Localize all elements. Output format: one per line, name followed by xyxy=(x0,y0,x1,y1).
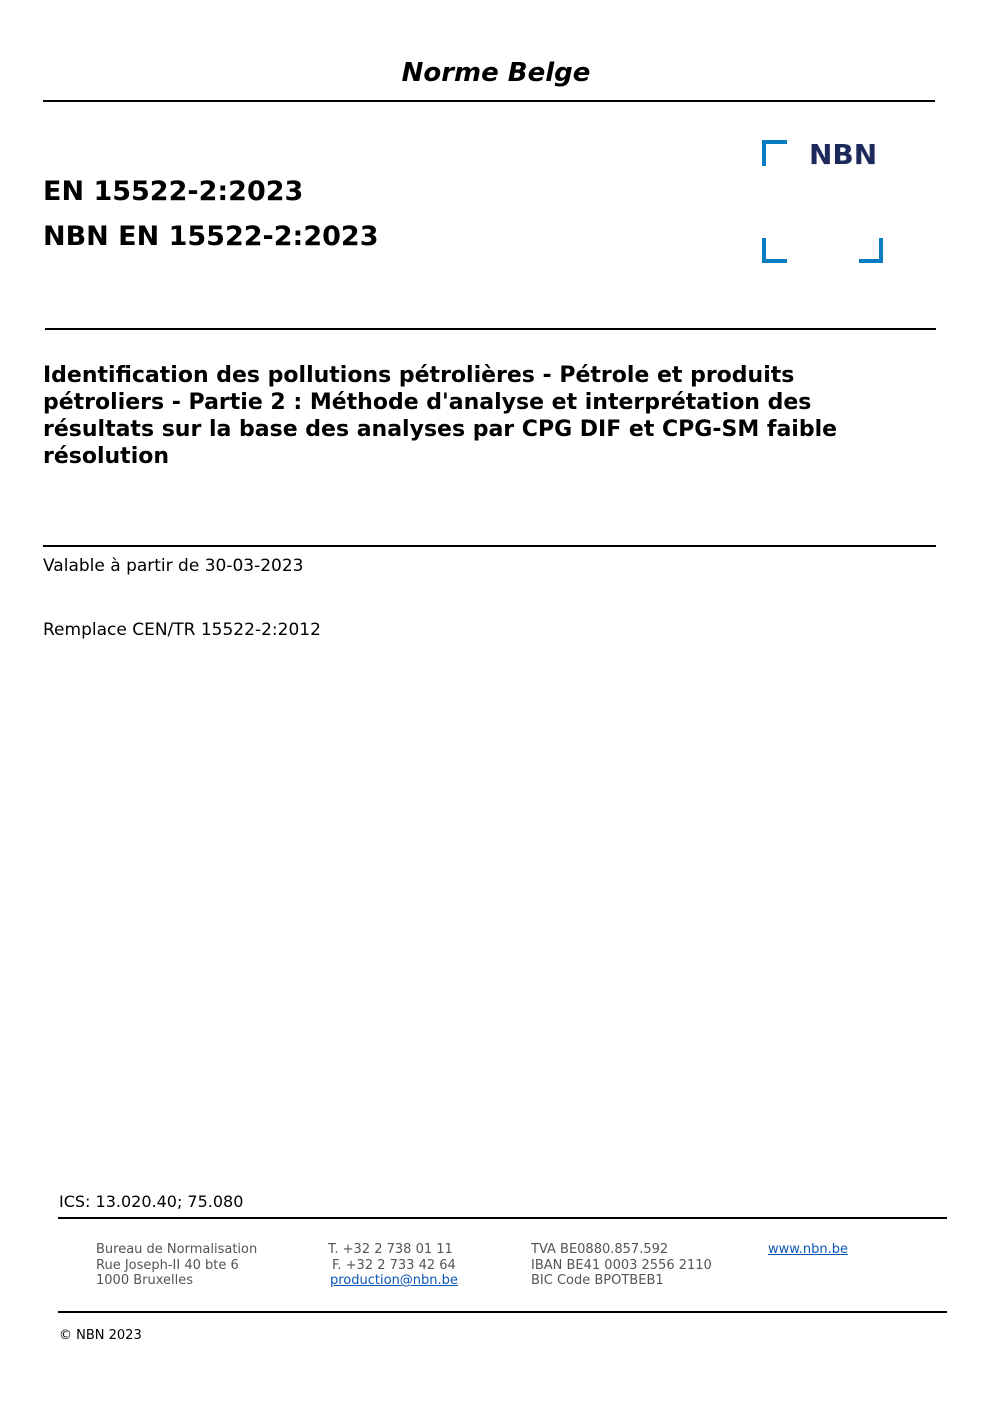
valid-from: Valable à partir de 30-03-2023 xyxy=(43,556,304,576)
document-title: Identification des pollutions pétrolières - Pétrole et produits pétroliers - Partie 2 : Méthode d'analyse et interprétation des résultats sur la base des analyses par CPG DIF et CPG-SM faible résolution xyxy=(43,363,838,469)
ics-codes: ICS: 13.020.40; 75.080 xyxy=(59,1192,244,1211)
address-line: 1000 Bruxelles xyxy=(96,1273,194,1288)
copyright-notice: © NBN 2023 xyxy=(59,1328,142,1343)
fax-number: F. +32 2 733 42 64 xyxy=(332,1257,456,1273)
en-standard-number: EN 15522-2:2023 xyxy=(43,176,304,207)
replaces-note: Remplace CEN/TR 15522-2:2012 xyxy=(43,620,321,640)
footer-banking xyxy=(531,1242,712,1289)
phone-number: T. +32 2 738 01 11 xyxy=(328,1242,453,1257)
logo-text: NBN xyxy=(809,138,878,171)
footer-contact xyxy=(328,1242,458,1289)
address-line: Bureau de Normalisation xyxy=(96,1242,258,1257)
nbn-logo xyxy=(762,140,886,264)
website-link[interactable]: www.nbn.be xyxy=(768,1242,848,1257)
page-header-title: Norme Belge xyxy=(401,58,591,88)
standard-divider xyxy=(45,328,936,330)
nbn-standard-number: NBN EN 15522-2:2023 xyxy=(43,221,379,252)
bic-code: BIC Code BPOTBEB1 xyxy=(531,1273,664,1288)
footer-top-divider xyxy=(58,1217,947,1219)
title-divider xyxy=(43,545,936,547)
vat-number: TVA BE0880.857.592 xyxy=(531,1242,669,1257)
footer-web xyxy=(768,1242,848,1258)
email-link[interactable]: production@nbn.be xyxy=(330,1273,458,1288)
footer-address xyxy=(96,1242,257,1289)
address-line: Rue Joseph-II 40 bte 6 xyxy=(96,1257,239,1273)
header-divider xyxy=(43,100,935,102)
footer-bottom-divider xyxy=(58,1311,947,1313)
iban-number: IBAN BE41 0003 2556 2110 xyxy=(531,1257,712,1273)
